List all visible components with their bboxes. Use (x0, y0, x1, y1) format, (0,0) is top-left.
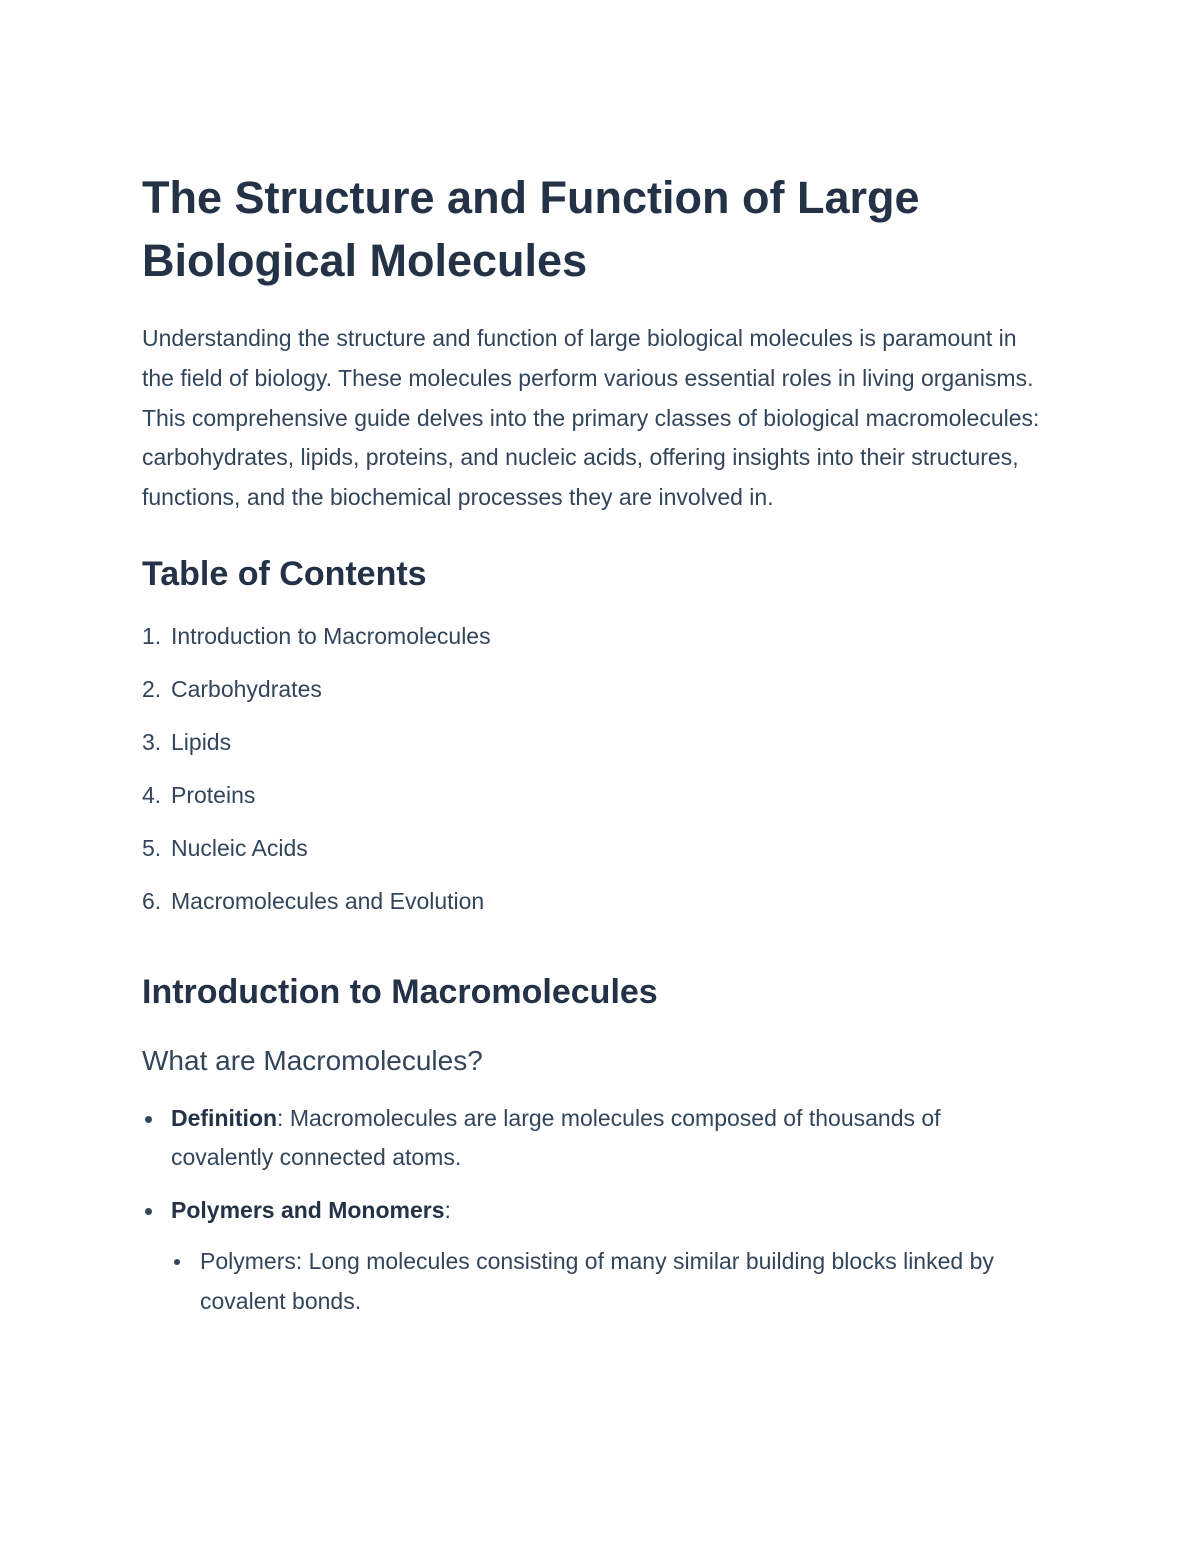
toc-item-number: 6. (142, 887, 162, 914)
toc-item-label: Proteins (171, 781, 256, 808)
section-subheading: What are Macromolecules? (142, 1044, 483, 1076)
toc-item-label: Macromolecules and Evolution (171, 887, 485, 914)
section-heading: Introduction to Macromolecules (142, 972, 658, 1011)
toc-item-number: 3. (142, 728, 162, 755)
document-title: The Structure and Function of Large Biological Molecules (142, 172, 920, 286)
definition-term: Definition (171, 1104, 278, 1131)
polymers-suffix: : (444, 1196, 451, 1223)
document-content (142, 166, 1042, 1334)
toc-item-number: 2. (142, 675, 162, 702)
toc-item-proteins[interactable] (142, 780, 1042, 833)
toc-item-nucleic-acids[interactable] (142, 833, 1042, 886)
toc-item-label: Nucleic Acids (171, 834, 308, 861)
definition-text: : Macromolecules are large molecules composed of thousands of covalently connected atoms. (171, 1104, 941, 1171)
sub-list-item-polymers: Polymers: Long molecules consisting of many similar building blocks linked by covalent bonds. (171, 1242, 1042, 1321)
toc-item-label: Introduction to Macromolecules (171, 622, 491, 649)
toc-item-evolution[interactable] (142, 886, 1042, 939)
polymers-term: Polymers and Monomers (171, 1196, 445, 1223)
list-item-polymers-monomers (142, 1191, 1042, 1322)
list-item-definition (142, 1099, 1042, 1178)
table-of-contents (142, 621, 1042, 939)
toc-item-lipids[interactable] (142, 727, 1042, 780)
intro-paragraph: Understanding the structure and function of large biological molecules is paramount in the field of biology. These molecules perform various essential roles in living organisms. This comprehensive guide delves into the primary classes of biological macromolecules: carbohydrates, lipids, proteins, and nucleic acids, offering insights into their structures, functions, and the biochemical processes they are involved in. (142, 325, 1040, 511)
toc-item-label: Carbohydrates (171, 675, 322, 702)
toc-heading: Table of Contents (142, 554, 427, 593)
toc-item-number: 1. (142, 622, 162, 649)
toc-item-number: 5. (142, 834, 162, 861)
toc-item-introduction[interactable] (142, 621, 1042, 674)
sub-bullet-list (171, 1242, 1042, 1321)
toc-item-carbohydrates[interactable] (142, 674, 1042, 727)
bullet-list (142, 1099, 1042, 1322)
toc-item-label: Lipids (171, 728, 232, 755)
toc-item-number: 4. (142, 781, 162, 808)
